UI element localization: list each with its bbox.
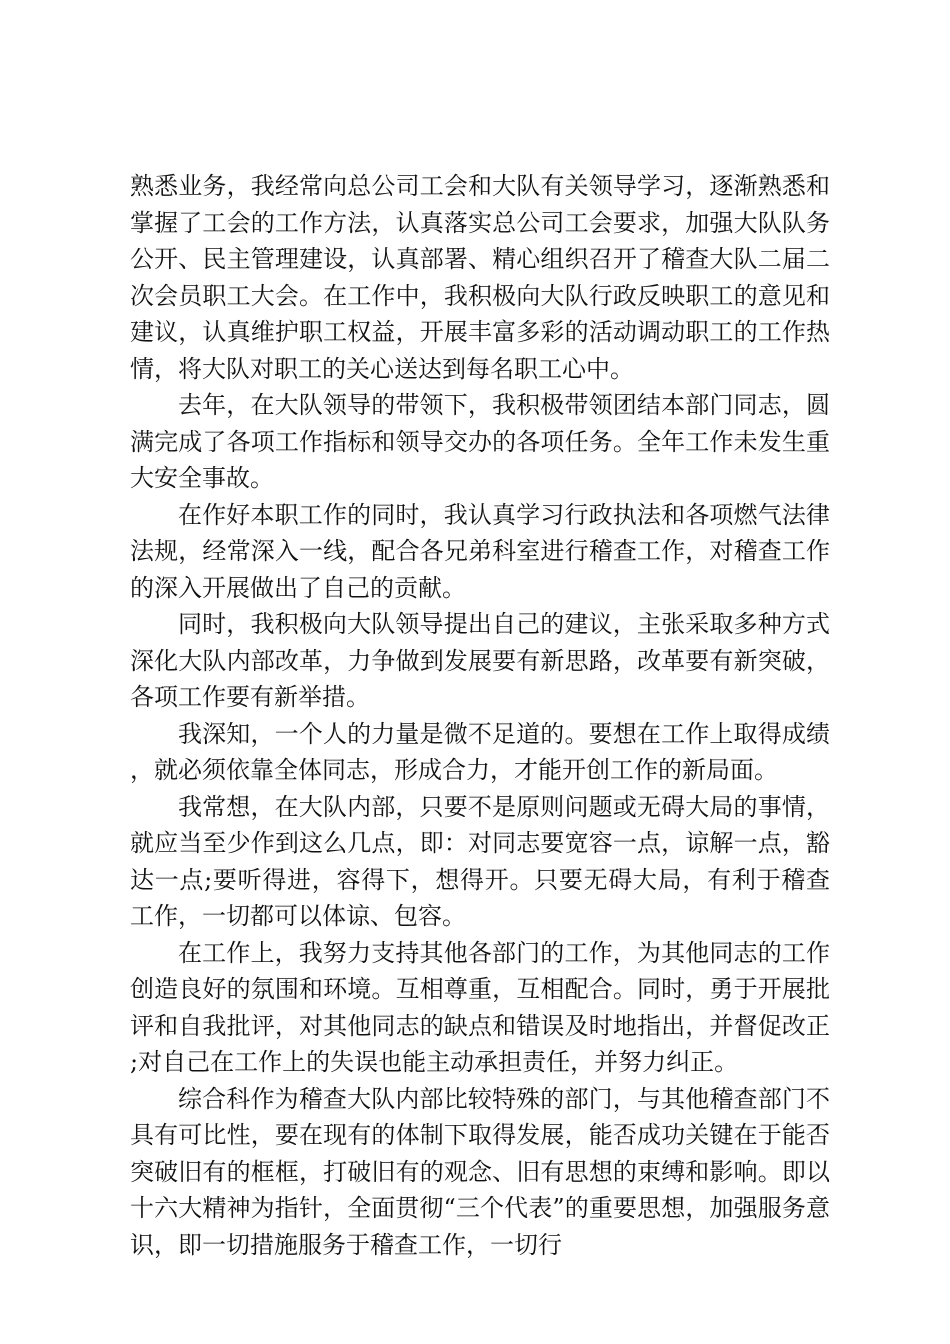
paragraph-5: 我深知，一个人的力量是微不足道的。要想在工作上取得成绩，就必须依靠全体同志，形成合力，才能开创工作的新局面。 (130, 719, 830, 784)
paragraph-1: 熟悉业务，我经常向总公司工会和大队有关领导学习，逐渐熟悉和掌握了工会的工作方法，认真落实总公司工会要求，加强大队队务公开、民主管理建设，认真部署、精心组织召开了稽查大队二届二次会员职工大会。在工作中，我积极向大队行政反映职工的意见和建议，认真维护职工权益，开展丰富多彩的活动调动职工的工作热情，将大队对职工的关心送达到每名职工心中。 (130, 172, 830, 383)
document-body (130, 168, 830, 1263)
paragraph-6: 我常想，在大队内部，只要不是原则问题或无碍大局的事情，就应当至少作到这么几点，即：对同志要宽容一点，谅解一点，豁达一点;要听得进，容得下，想得开。只要无碍大局，有利于稽查工作，一切都可以体谅、包容。 (130, 792, 830, 930)
paragraph-7: 在工作上，我努力支持其他各部门的工作，为其他同志的工作创造良好的氛围和环境。互相尊重，互相配合。同时，勇于开展批评和自我批评，对其他同志的缺点和错误及时地指出，并督促改正;对自己在工作上的失误也能主动承担责任，并努力纠正。 (130, 938, 830, 1076)
paragraph-4: 同时，我积极向大队领导提出自己的建议，主张采取多种方式深化大队内部改革，力争做到发展要有新思路，改革要有新突破，各项工作要有新举措。 (130, 610, 830, 711)
paragraph-3: 在作好本职工作的同时，我认真学习行政执法和各项燃气法律法规，经常深入一线，配合各兄弟科室进行稽查工作，对稽查工作的深入开展做出了自己的贡献。 (130, 500, 830, 602)
paragraph-2: 去年，在大队领导的带领下，我积极带领团结本部门同志，圆满完成了各项工作指标和领导交办的各项任务。全年工作未发生重大安全事故。 (130, 391, 830, 492)
paragraph-8: 综合科作为稽查大队内部比较特殊的部门，与其他稽查部门不具有可比性，要在现有的体制下取得发展，能否成功关键在于能否突破旧有的框框，打破旧有的观念、旧有思想的束缚和影响。即以十六大精神为指针，全面贯彻“三个代表”的重要思想，加强服务意识，即一切措施服务于稽查工作，一切行 (130, 1084, 830, 1259)
